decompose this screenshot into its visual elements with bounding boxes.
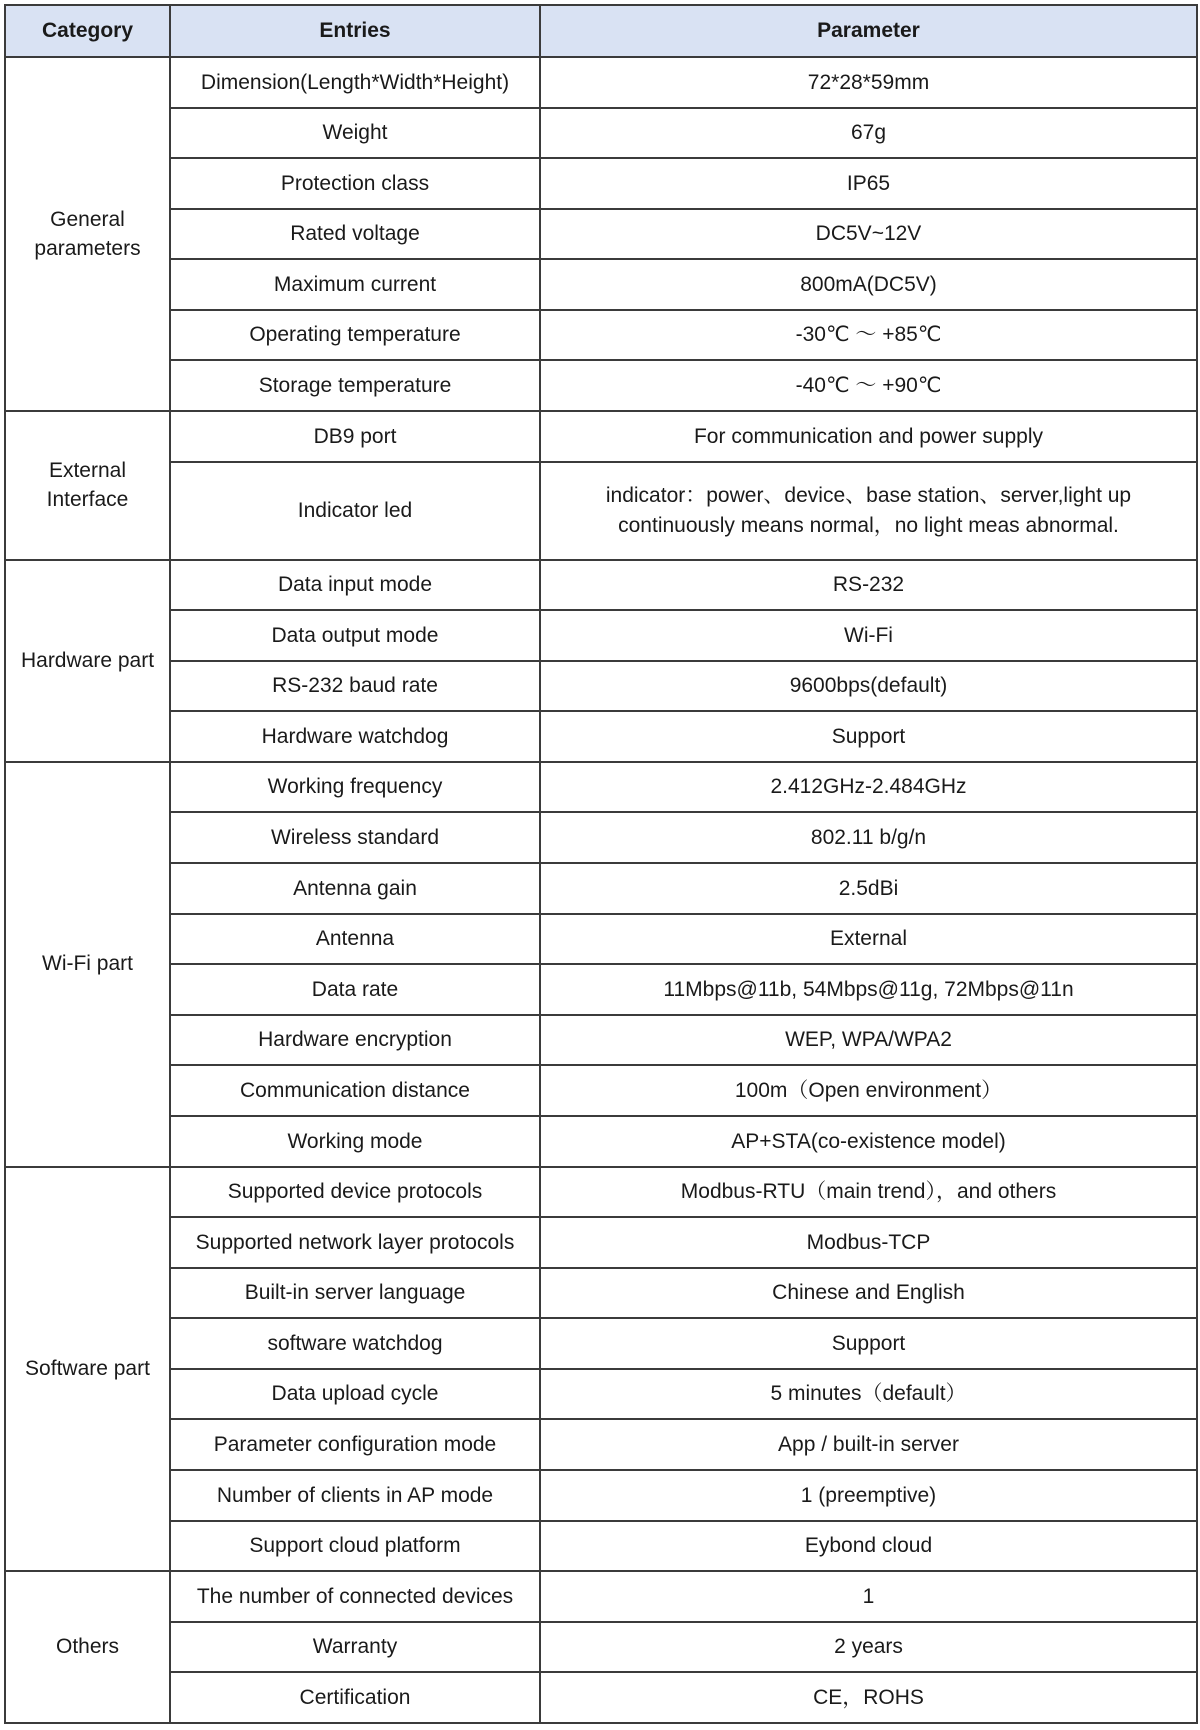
value-cell: 1 (preemptive) [540, 1470, 1197, 1521]
entry-cell: Maximum current [170, 259, 540, 310]
entry-cell: Operating temperature [170, 310, 540, 361]
value-cell: WEP, WPA/WPA2 [540, 1015, 1197, 1066]
entry-cell: Supported device protocols [170, 1167, 540, 1218]
table-row [5, 1116, 1197, 1167]
table-row [5, 1015, 1197, 1066]
table-row [5, 964, 1197, 1015]
value-cell: 2.5dBi [540, 863, 1197, 914]
value-cell: Modbus-RTU（main trend），and others [540, 1167, 1197, 1218]
value-cell: Support [540, 711, 1197, 762]
table-row [5, 158, 1197, 209]
entry-cell: Supported network layer protocols [170, 1217, 540, 1268]
value-cell: 2 years [540, 1622, 1197, 1673]
value-cell: 67g [540, 108, 1197, 159]
entry-cell: Data rate [170, 964, 540, 1015]
entry-cell: Data output mode [170, 610, 540, 661]
value-cell: indicator：power、device、base station、server,light up continuously means normal，no light meas abnormal. [540, 462, 1197, 560]
table-row [5, 1419, 1197, 1470]
category-cell: Wi-Fi part [5, 762, 170, 1167]
value-cell: Modbus-TCP [540, 1217, 1197, 1268]
value-cell: DC5V~12V [540, 209, 1197, 260]
table-row [5, 310, 1197, 361]
value-cell: Chinese and English [540, 1268, 1197, 1319]
table-row [5, 259, 1197, 310]
entry-cell: Certification [170, 1672, 540, 1723]
table-row [5, 462, 1197, 560]
entry-cell: Protection class [170, 158, 540, 209]
table-row [5, 360, 1197, 411]
header-category: Category [5, 5, 170, 57]
table-row [5, 209, 1197, 260]
entry-cell: Weight [170, 108, 540, 159]
entry-cell: Antenna [170, 914, 540, 965]
value-cell: Eybond cloud [540, 1521, 1197, 1572]
table-row [5, 1268, 1197, 1319]
entry-cell: Storage temperature [170, 360, 540, 411]
entry-cell: Built-in server language [170, 1268, 540, 1319]
entry-cell: Warranty [170, 1622, 540, 1673]
entry-cell: Dimension(Length*Width*Height) [170, 57, 540, 108]
category-cell: Hardware part [5, 560, 170, 762]
table-row [5, 812, 1197, 863]
value-cell: For communication and power supply [540, 411, 1197, 462]
entry-cell: Data input mode [170, 560, 540, 611]
entry-cell: Working mode [170, 1116, 540, 1167]
entry-cell: RS-232 baud rate [170, 661, 540, 712]
entry-cell: Communication distance [170, 1065, 540, 1116]
entry-cell: software watchdog [170, 1318, 540, 1369]
category-cell: Software part [5, 1167, 170, 1572]
value-cell: 11Mbps@11b, 54Mbps@11g, 72Mbps@11n [540, 964, 1197, 1015]
entry-cell: Hardware encryption [170, 1015, 540, 1066]
value-cell: -40℃ ～ +90℃ [540, 360, 1197, 411]
value-cell: 1 [540, 1571, 1197, 1622]
value-cell: CE，ROHS [540, 1672, 1197, 1723]
value-cell: 72*28*59mm [540, 57, 1197, 108]
table-row [5, 1622, 1197, 1673]
value-cell: 2.412GHz-2.484GHz [540, 762, 1197, 813]
entry-cell: Indicator led [170, 462, 540, 560]
value-cell: External [540, 914, 1197, 965]
entry-cell: Rated voltage [170, 209, 540, 260]
value-cell: -30℃ ～ +85℃ [540, 310, 1197, 361]
entry-cell: DB9 port [170, 411, 540, 462]
value-cell: 802.11 b/g/n [540, 812, 1197, 863]
table-row [5, 863, 1197, 914]
category-cell: Others [5, 1571, 170, 1723]
entry-cell: Antenna gain [170, 863, 540, 914]
table-row [5, 411, 1197, 462]
value-cell: RS-232 [540, 560, 1197, 611]
entry-cell: Support cloud platform [170, 1521, 540, 1572]
table-row [5, 762, 1197, 813]
table-row [5, 661, 1197, 712]
table-row [5, 1672, 1197, 1723]
value-cell: Support [540, 1318, 1197, 1369]
value-cell: IP65 [540, 158, 1197, 209]
table-row [5, 1065, 1197, 1116]
entry-cell: Data upload cycle [170, 1369, 540, 1420]
table-row [5, 108, 1197, 159]
table-row [5, 1571, 1197, 1622]
category-cell: General parameters [5, 57, 170, 411]
header-entries: Entries [170, 5, 540, 57]
value-cell: App / built-in server [540, 1419, 1197, 1470]
entry-cell: Working frequency [170, 762, 540, 813]
value-cell: 800mA(DC5V) [540, 259, 1197, 310]
value-cell: 100m（Open environment） [540, 1065, 1197, 1116]
table-row [5, 610, 1197, 661]
value-cell: 5 minutes（default） [540, 1369, 1197, 1420]
entry-cell: Hardware watchdog [170, 711, 540, 762]
table-row [5, 711, 1197, 762]
value-cell: AP+STA(co-existence model) [540, 1116, 1197, 1167]
table-row [5, 1217, 1197, 1268]
table-row [5, 1470, 1197, 1521]
value-cell: 9600bps(default) [540, 661, 1197, 712]
table-row [5, 560, 1197, 611]
table-row [5, 57, 1197, 108]
table-row [5, 1369, 1197, 1420]
table-row [5, 1318, 1197, 1369]
value-cell: Wi-Fi [540, 610, 1197, 661]
table-row [5, 1521, 1197, 1572]
table-row [5, 1167, 1197, 1218]
header-row [5, 5, 1197, 57]
table-row [5, 914, 1197, 965]
spec-table [4, 4, 1198, 1724]
entry-cell: Parameter configuration mode [170, 1419, 540, 1470]
category-cell: External Interface [5, 411, 170, 560]
header-parameter: Parameter [540, 5, 1197, 57]
entry-cell: Wireless standard [170, 812, 540, 863]
entry-cell: Number of clients in AP mode [170, 1470, 540, 1521]
entry-cell: The number of connected devices [170, 1571, 540, 1622]
